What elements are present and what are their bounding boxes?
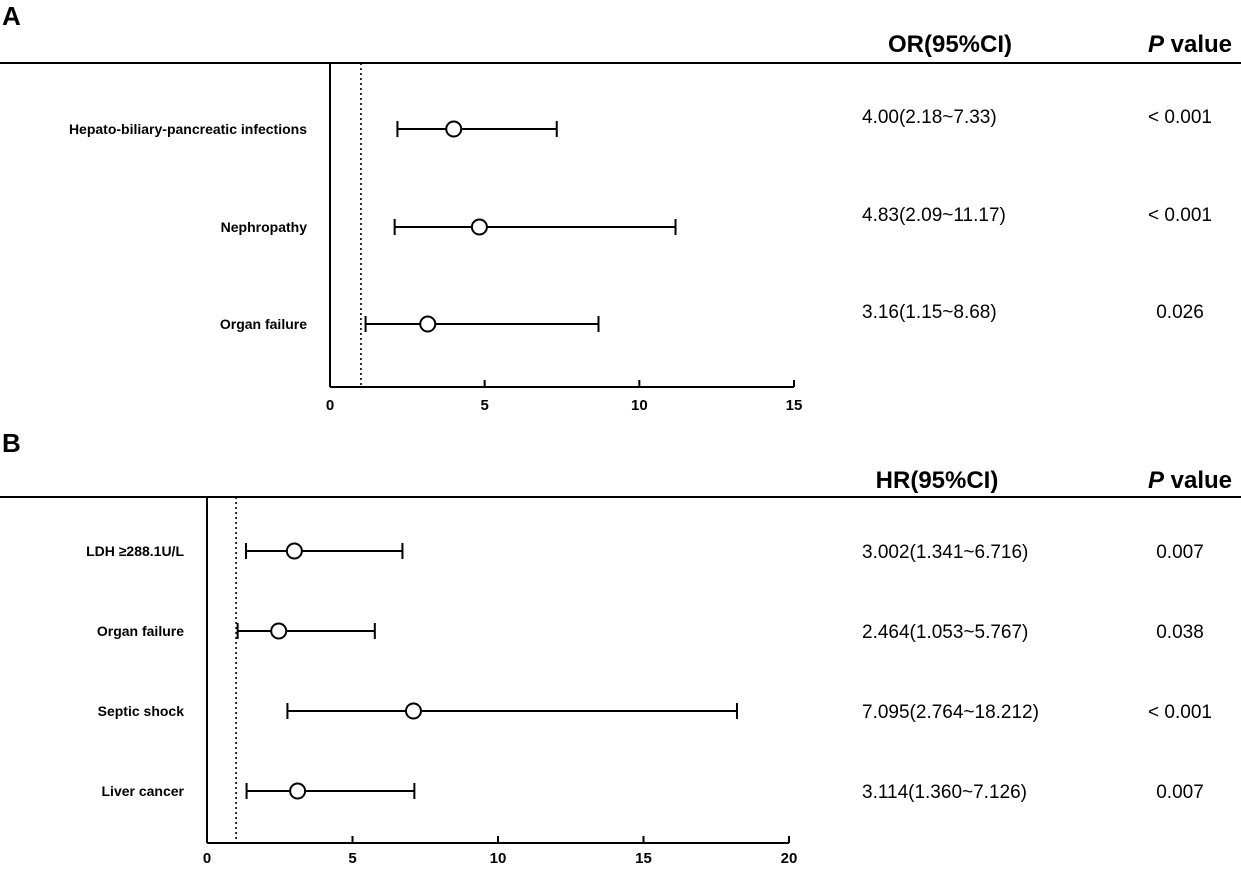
panel-b-x-tick-label: 0 bbox=[202, 850, 212, 867]
panel-a-x-tick-label: 5 bbox=[480, 397, 489, 414]
panel-a-x-tick-label: 0 bbox=[325, 397, 335, 414]
panel-b-point-estimate bbox=[287, 544, 302, 559]
panel-b-letter: B bbox=[2, 428, 21, 458]
panel-a-effect-header: OR(95%CI) bbox=[887, 31, 1013, 58]
panel-b-p-text: 0.007 bbox=[1156, 542, 1204, 563]
panel-a-p-header-italic: P bbox=[1147, 31, 1164, 58]
panel-b-row-label: Organ failure bbox=[96, 623, 184, 639]
panel-b-point-estimate bbox=[271, 624, 286, 639]
panel-a-ci-text: 4.00(2.18~7.33) bbox=[862, 107, 997, 128]
panel-a-p-value-header bbox=[1148, 31, 1232, 58]
panel-a-point-estimate bbox=[420, 317, 435, 332]
panel-b-row-label: LDH ≥288.1U/L bbox=[86, 543, 184, 559]
panel-b-ci-text: 3.114(1.360~7.126) bbox=[862, 782, 1027, 803]
panel-b-x-tick-label: 15 bbox=[635, 850, 652, 867]
panel-b-row-label: Liver cancer bbox=[101, 783, 184, 799]
panel-a-p-text: < 0.001 bbox=[1148, 205, 1212, 226]
panel-a-p-text: 0.026 bbox=[1156, 302, 1204, 323]
panel-a-p-header-rest: value bbox=[1163, 31, 1233, 58]
panel-b-x-tick-label: 10 bbox=[489, 850, 507, 867]
panel-a-ci-text: 3.16(1.15~8.68) bbox=[862, 302, 997, 323]
panel-b-p-text: 0.007 bbox=[1156, 782, 1204, 803]
panel-b-row-label: Septic shock bbox=[97, 703, 184, 719]
panel-b-ci-text: 7.095(2.764~18.212) bbox=[862, 702, 1039, 723]
panel-b-x-tick-label: 20 bbox=[780, 850, 798, 867]
panel-b-point-estimate bbox=[406, 704, 421, 719]
panel-a-x-tick-label: 15 bbox=[785, 397, 803, 414]
panel-b-p-value-header bbox=[1148, 467, 1232, 494]
panel-b-point-estimate bbox=[290, 784, 305, 799]
panel-a-point-estimate bbox=[446, 122, 461, 137]
panel-a-letter: A bbox=[2, 1, 21, 31]
panel-b-p-text: 0.038 bbox=[1156, 622, 1204, 643]
panel-a-row-label: Nephropathy bbox=[220, 219, 307, 235]
panel-a-row-label: Organ failure bbox=[219, 316, 307, 332]
panel-b-ci-text: 3.002(1.341~6.716) bbox=[862, 542, 1029, 563]
panel-b-p-text: < 0.001 bbox=[1148, 702, 1212, 723]
panel-a-row-label: Hepato-biliary-pancreatic infections bbox=[68, 121, 307, 137]
panel-b-ci-text: 2.464(1.053~5.767) bbox=[862, 622, 1029, 643]
panel-a-p-text: < 0.001 bbox=[1148, 107, 1212, 128]
panel-b-p-header-italic: P bbox=[1147, 467, 1164, 494]
panel-a-ci-text: 4.83(2.09~11.17) bbox=[862, 205, 1006, 226]
panel-b-effect-header: HR(95%CI) bbox=[875, 467, 999, 494]
panel-a-x-tick-label: 10 bbox=[630, 397, 648, 414]
panel-b-p-header-rest: value bbox=[1163, 467, 1233, 494]
panel-a-point-estimate bbox=[472, 220, 487, 235]
panel-b-x-tick-label: 5 bbox=[348, 850, 357, 867]
